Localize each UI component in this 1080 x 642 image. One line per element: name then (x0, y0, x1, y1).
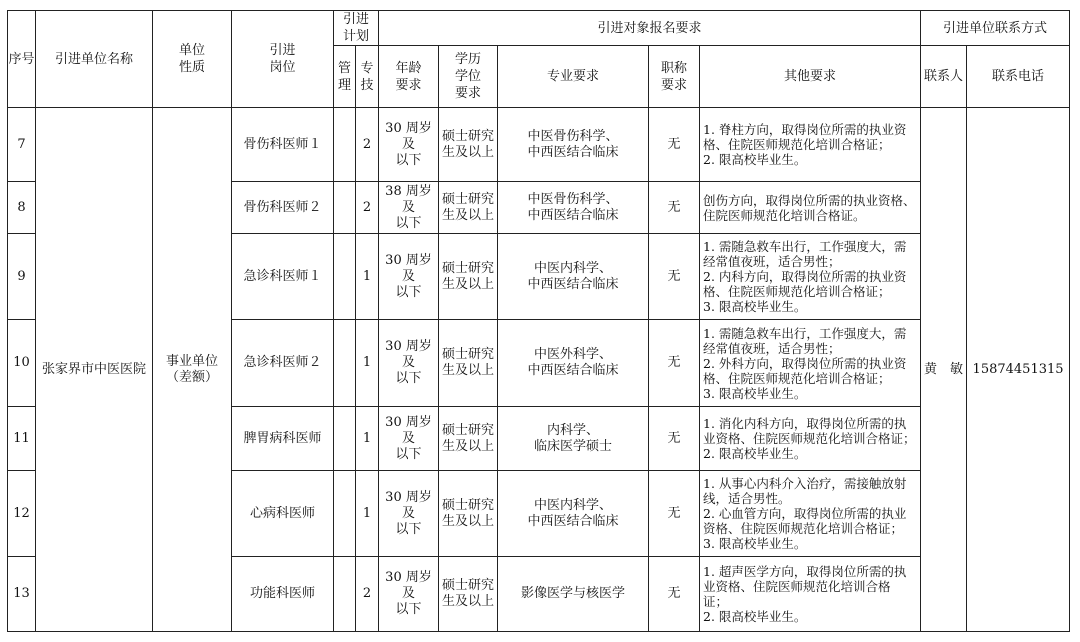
row-age-line: 以下 (395, 284, 422, 300)
row-education-line: 硕士研究 (442, 347, 495, 362)
row-other-line: 1. 超声医学方向，取得岗位所需的执 (703, 564, 907, 579)
row-other-line: 2. 限高校毕业生。 (703, 446, 807, 461)
row-major (498, 108, 649, 182)
contact-person: 黄 敏 (921, 108, 967, 632)
row-plan-technical: 2 (356, 182, 379, 234)
row-other-line: 格、住院医师规范化培训合格证； (703, 137, 891, 152)
row-plan-management (334, 234, 356, 320)
row-other (700, 407, 921, 471)
row-plan-management (334, 320, 356, 407)
row-other-line: 2. 外科方向，取得岗位所需的执业资 (703, 355, 907, 371)
row-major-line: 中医骨伤科学、 (527, 128, 619, 144)
row-other-line: 创伤方向，取得岗位所需的执业资格、 (703, 192, 916, 208)
row-age (379, 407, 439, 471)
row-major-line: 内科学、 (547, 422, 600, 438)
header-plan-management: 管 理 (334, 46, 356, 108)
row-age-line: 以下 (395, 602, 422, 617)
row-title: 无 (649, 471, 700, 557)
row-age-line: 30 周岁及 (385, 414, 432, 446)
row-other-line: 格、住院医师规范化培训合格证； (703, 370, 891, 386)
row-education (439, 557, 498, 632)
row-age-line: 以下 (395, 521, 422, 537)
row-age-line: 以下 (395, 215, 422, 231)
row-education-line: 生及以上 (442, 513, 495, 529)
row-education-line: 生及以上 (442, 276, 495, 292)
row-post: 急诊科医师２ (232, 320, 334, 407)
row-education-line: 生及以上 (442, 144, 495, 160)
header-post-line1: 引进 (269, 43, 296, 58)
row-title: 无 (649, 407, 700, 471)
header-unit-type-line2: 性质 (178, 60, 205, 75)
header-contact-phone: 联系电话 (967, 46, 1070, 108)
row-age-line: 30 周岁及 (385, 120, 432, 152)
header-age: 年龄 要求 (379, 46, 439, 108)
row-age (379, 182, 439, 234)
row-other (700, 320, 921, 407)
row-other-line: 1. 需随急救车出行，工作强度大，需 (703, 239, 907, 254)
row-education-line: 生及以上 (442, 363, 495, 378)
row-age-line: 38 周岁及 (385, 183, 432, 215)
row-post: 功能科医师 (232, 557, 334, 632)
row-other-line: 3. 限高校毕业生。 (703, 536, 807, 551)
row-other-line: 业资格、住院医师规范化培训合格 (703, 579, 891, 594)
row-post: 脾胃病科医师 (232, 407, 334, 471)
row-other-line: 3. 限高校毕业生。 (703, 385, 807, 401)
row-education-line: 硕士研究 (442, 422, 495, 438)
unit-type (153, 108, 232, 632)
row-education (439, 407, 498, 471)
row-post: 心病科医师 (232, 471, 334, 557)
header-contact-group: 引进单位联系方式 (921, 11, 1070, 46)
row-seq: 8 (8, 182, 36, 234)
header-plan-line2: 计划 (343, 29, 370, 44)
row-education-line: 硕士研究 (442, 260, 495, 276)
row-plan-management (334, 108, 356, 182)
row-plan-technical: 1 (356, 407, 379, 471)
row-plan-technical: 2 (356, 557, 379, 632)
row-education-line: 生及以上 (442, 207, 495, 223)
row-age (379, 557, 439, 632)
table-row (8, 108, 1070, 182)
header-seq: 序号 (8, 11, 36, 108)
header-plan (334, 11, 379, 46)
row-age-line: 30 周岁及 (385, 489, 432, 521)
unit-type-line: 事业单位 (165, 353, 218, 369)
row-education-line: 生及以上 (442, 438, 495, 454)
row-education-line: 硕士研究 (442, 578, 495, 593)
row-other-line: 经常值夜班，适合男性； (703, 254, 841, 269)
row-age-line: 以下 (395, 152, 422, 168)
row-major (498, 407, 649, 471)
row-education-line: 硕士研究 (442, 497, 495, 513)
row-age (379, 320, 439, 407)
header-plan-technical: 专 技 (356, 46, 379, 108)
row-age-line: 30 周岁及 (385, 339, 432, 370)
row-education (439, 182, 498, 234)
row-major-line: 中西医结合临床 (527, 144, 619, 160)
row-major (498, 182, 649, 234)
contact-phone: 15874451315 (967, 108, 1070, 632)
header-requirements: 引进对象报名要求 (379, 11, 921, 46)
row-age-line: 以下 (395, 446, 422, 462)
row-other (700, 471, 921, 557)
header-unit-name: 引进单位名称 (36, 11, 153, 108)
header-major: 专业要求 (498, 46, 649, 108)
row-plan-technical: 1 (356, 234, 379, 320)
row-post: 急诊科医师１ (232, 234, 334, 320)
row-education (439, 471, 498, 557)
row-other-line: 3. 限高校毕业生。 (703, 299, 807, 314)
row-major-line: 中西医结合临床 (527, 513, 619, 529)
row-title: 无 (649, 234, 700, 320)
row-other-line: 2. 内科方向，取得岗位所需的执业资 (703, 269, 907, 284)
row-seq: 10 (8, 320, 36, 407)
header-title: 职称 要求 (649, 46, 700, 108)
row-plan-management (334, 407, 356, 471)
row-major (498, 557, 649, 632)
table-body (8, 108, 1070, 632)
row-title: 无 (649, 320, 700, 407)
row-other (700, 108, 921, 182)
row-major (498, 471, 649, 557)
row-major-line: 中医内科学、 (534, 497, 613, 513)
row-other-line: 住院医师规范化培训合格证。 (703, 207, 866, 223)
row-other-line: 2. 限高校毕业生。 (703, 152, 807, 167)
row-age-line: 30 周岁及 (385, 252, 432, 284)
row-age (379, 108, 439, 182)
row-other-line: 2. 限高校毕业生。 (703, 609, 807, 624)
row-age-line: 以下 (395, 371, 422, 386)
row-other (700, 557, 921, 632)
row-major (498, 320, 649, 407)
header-post (232, 11, 334, 108)
header-other: 其他要求 (700, 46, 921, 108)
row-other (700, 234, 921, 320)
row-other-line: 业资格、住院医师规范化培训合格证； (703, 431, 916, 446)
row-other-line: 1. 消化内科方向，取得岗位所需的执 (703, 416, 907, 431)
header-unit-type-line1: 单位 (178, 43, 205, 58)
row-title: 无 (649, 108, 700, 182)
row-plan-technical: 1 (356, 471, 379, 557)
unit-type-line: （差额） (165, 369, 218, 385)
row-education (439, 108, 498, 182)
row-major-line: 中西医结合临床 (527, 363, 619, 378)
row-major-line: 中西医结合临床 (527, 276, 619, 292)
row-education-line: 生及以上 (442, 594, 495, 609)
row-other-line: 经常值夜班，适合男性； (703, 340, 841, 356)
row-major-line: 临床医学硕士 (534, 438, 613, 454)
row-title: 无 (649, 182, 700, 234)
row-other-line: 1. 需随急救车出行，工作强度大，需 (703, 325, 907, 341)
row-education (439, 320, 498, 407)
row-other-line: 格、住院医师规范化培训合格证； (703, 284, 891, 299)
row-plan-management (334, 557, 356, 632)
row-major-line: 影像医学与核医学 (521, 586, 626, 601)
row-post: 骨伤科医师１ (232, 108, 334, 182)
row-education-line: 硕士研究 (442, 191, 495, 207)
row-other-line: 1. 脊柱方向，取得岗位所需的执业资 (703, 122, 907, 137)
row-plan-management (334, 182, 356, 234)
row-seq: 9 (8, 234, 36, 320)
row-post: 骨伤科医师２ (232, 182, 334, 234)
row-seq: 7 (8, 108, 36, 182)
row-other-line: 1. 从事心内科介入治疗，需接触放射 (703, 476, 907, 491)
row-age (379, 471, 439, 557)
row-other-line: 资格、住院医师规范化培训合格证； (703, 521, 904, 536)
header-unit-type (153, 11, 232, 108)
header-plan-line1: 引进 (343, 12, 370, 27)
unit-name: 张家界市中医医院 (36, 108, 153, 632)
recruitment-table (7, 10, 1070, 632)
row-title: 无 (649, 557, 700, 632)
row-education (439, 234, 498, 320)
row-other-line: 线，适合男性。 (703, 491, 791, 506)
row-major (498, 234, 649, 320)
row-major-line: 中医骨伤科学、 (527, 191, 619, 207)
header-education: 学历 学位 要求 (439, 46, 498, 108)
row-plan-management (334, 471, 356, 557)
header-contact-person: 联系人 (921, 46, 967, 108)
row-seq: 13 (8, 557, 36, 632)
row-age (379, 234, 439, 320)
header-post-line2: 岗位 (269, 60, 296, 75)
row-age-line: 30 周岁及 (385, 570, 432, 601)
row-other-line: 证； (703, 594, 729, 609)
row-plan-technical: 2 (356, 108, 379, 182)
row-plan-technical: 1 (356, 320, 379, 407)
row-major-line: 中西医结合临床 (527, 207, 619, 223)
row-major-line: 中医内科学、 (534, 260, 613, 276)
row-major-line: 中医外科学、 (534, 347, 613, 362)
row-seq: 12 (8, 471, 36, 557)
row-education-line: 硕士研究 (442, 128, 495, 144)
row-seq: 11 (8, 407, 36, 471)
row-other (700, 182, 921, 234)
row-other-line: 2. 心血管方向，取得岗位所需的执业 (703, 506, 907, 521)
